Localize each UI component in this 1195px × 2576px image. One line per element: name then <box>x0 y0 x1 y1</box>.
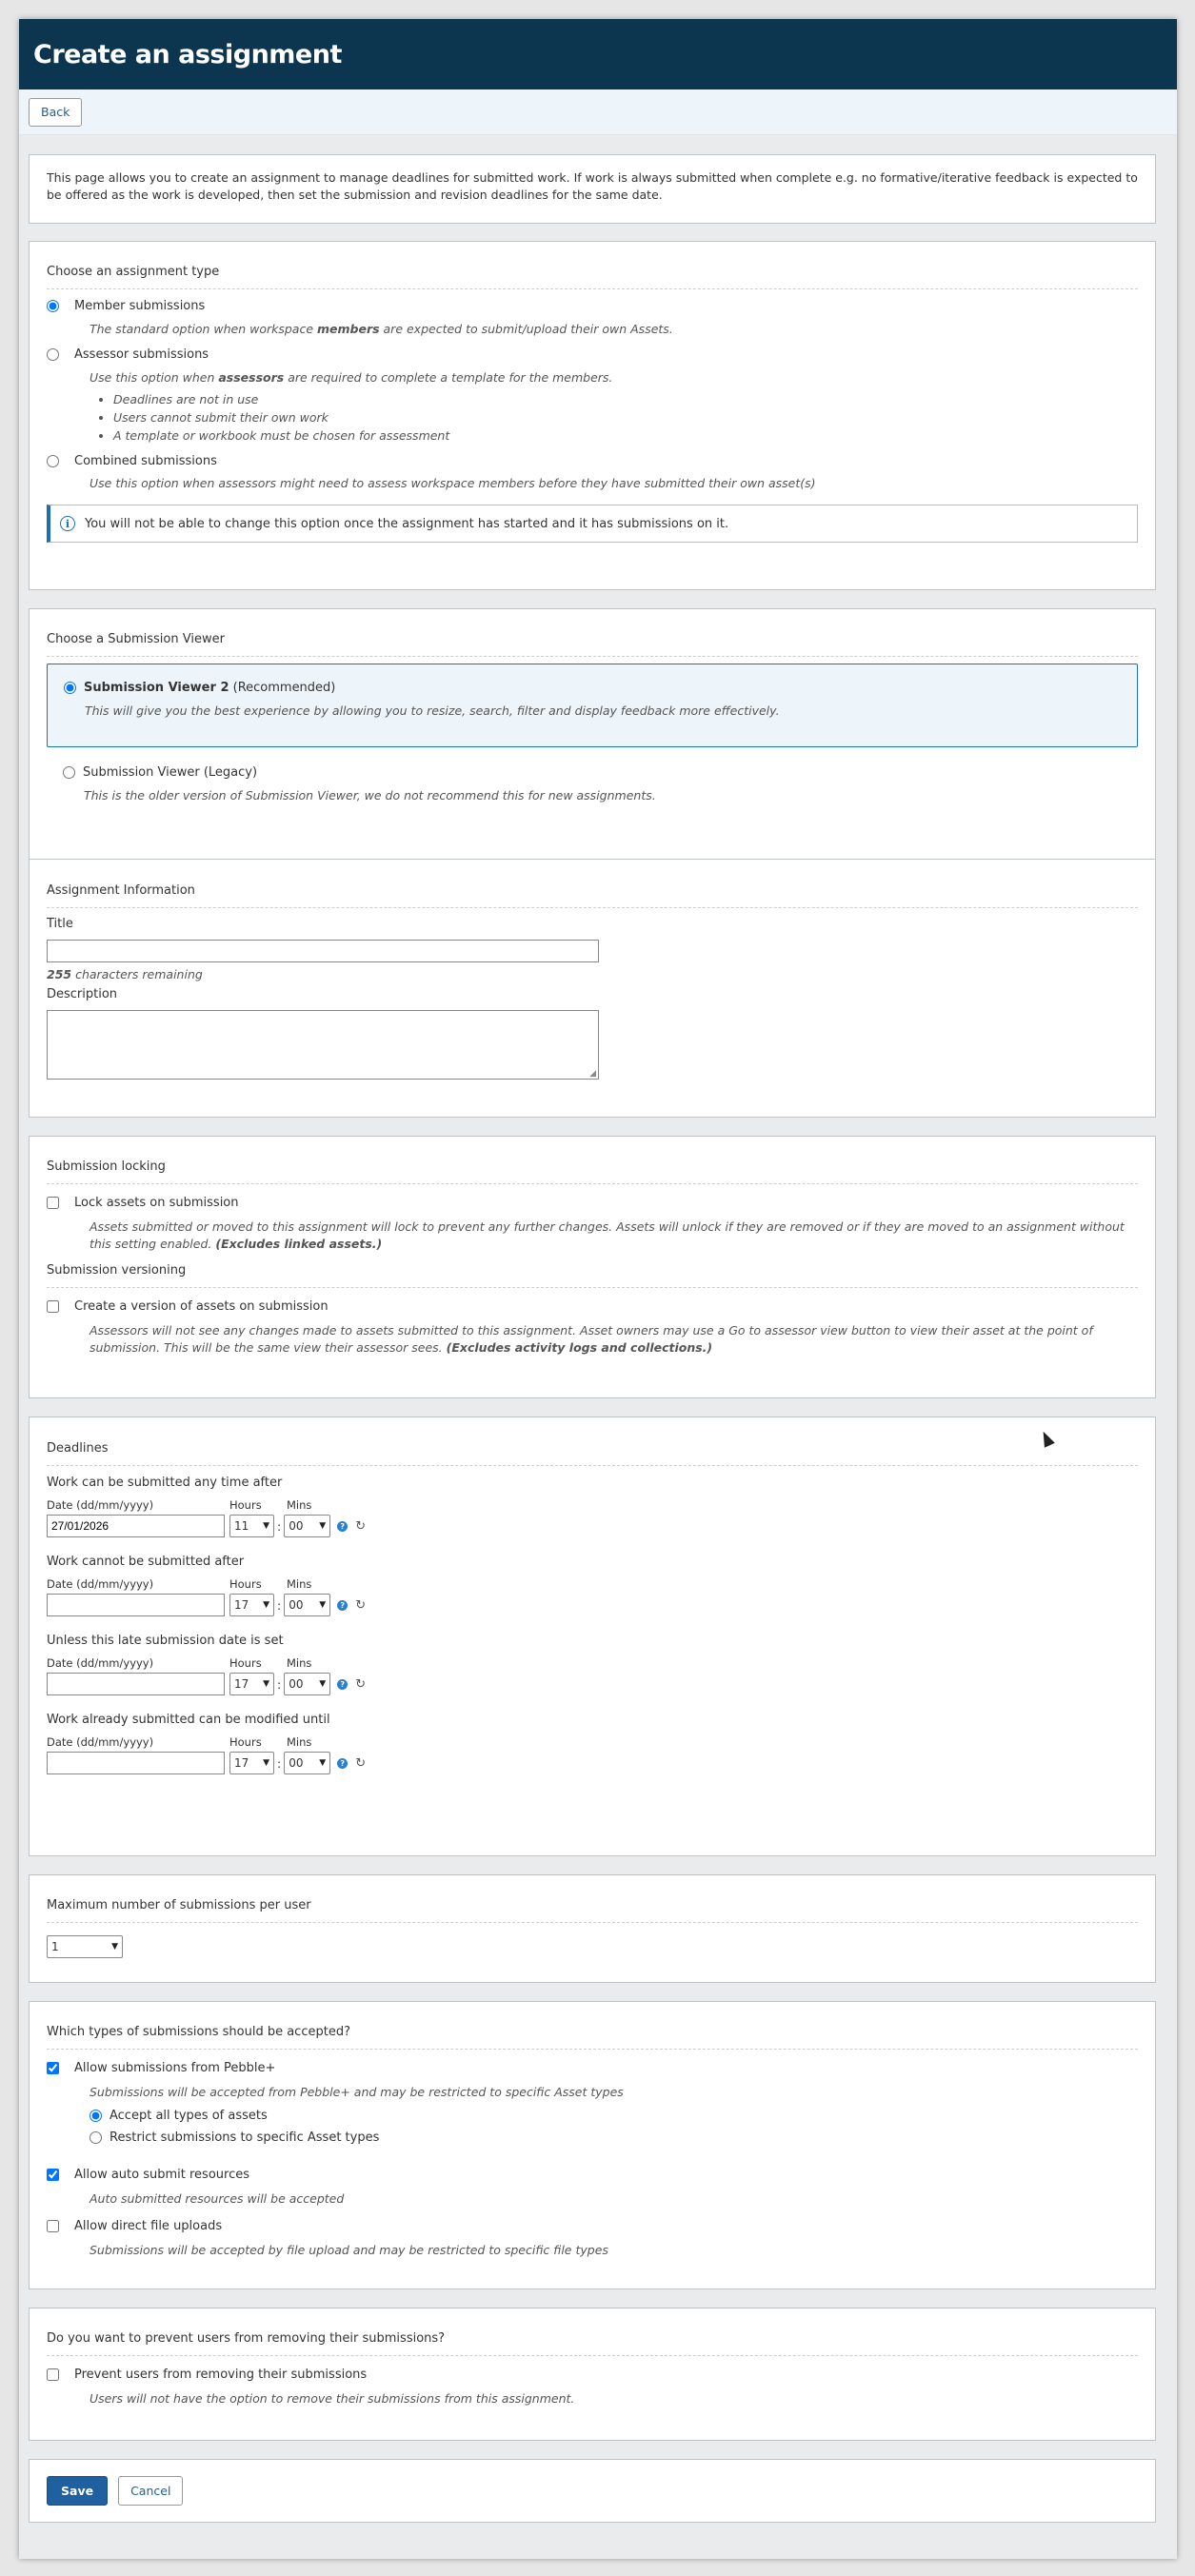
toolbar <box>19 89 1177 135</box>
back-button[interactable]: Back <box>29 98 82 127</box>
deadline-heading: Work cannot be submitted after <box>47 1555 245 1569</box>
mins-select[interactable]: 00 ▼ <box>284 1752 330 1774</box>
version-label: Create a version of assets on submission <box>74 1299 329 1314</box>
title-input[interactable] <box>47 940 599 962</box>
restrict-label: Restrict submissions to specific Asset types <box>110 2130 380 2145</box>
time-separator: : <box>277 1518 282 1534</box>
mins-select[interactable]: 00 ▼ <box>284 1594 330 1616</box>
date-label: Date (dd/mm/yyyy) <box>47 1656 154 1670</box>
hours-select[interactable]: 17 ▼ <box>229 1673 274 1695</box>
viewer-title: Choose a Submission Viewer <box>47 632 225 646</box>
hours-select[interactable]: 17 ▼ <box>229 1752 274 1774</box>
deadlines-title: Deadlines <box>47 1441 109 1456</box>
divider <box>47 656 1138 657</box>
mins-select[interactable]: 00 ▼ <box>284 1515 330 1537</box>
date-label: Date (dd/mm/yyyy) <box>47 1735 154 1749</box>
intro-text: This page allows you to create an assignment to manage deadlines for submitted work. If work is always submitted when complete e.g. no formative/iterative feedback is expected to be offered as the work is developed, then set the submission and revision deadlines for the same date. <box>47 170 1138 202</box>
save-button[interactable]: Save <box>47 2476 108 2506</box>
version-checkbox[interactable] <box>47 1300 59 1313</box>
version-desc: Assessors will not see any changes made to assets submitted to this assignment. Asset owners may use a Go to assessor view button to view their asset at the point of submission. This will be the same view their assessor sees. (Excludes activity logs and collections.) <box>90 1323 1093 1355</box>
prevent-removal-checkbox[interactable] <box>47 2368 59 2381</box>
reset-icon[interactable]: ↻ <box>355 1676 367 1692</box>
combined-option[interactable] <box>47 454 1138 468</box>
combined-label: Combined submissions <box>74 454 217 468</box>
combined-radio[interactable] <box>47 455 59 467</box>
direct-upload-checkbox[interactable] <box>47 2220 59 2232</box>
deadline-heading: Unless this late submission date is set <box>47 1634 284 1648</box>
chevron-down-icon: ▼ <box>319 1758 327 1768</box>
date-label: Date (dd/mm/yyyy) <box>47 1577 154 1591</box>
prevent-removal-label: Prevent users from removing their submissions <box>74 2368 368 2382</box>
prevent-removal-title: Do you want to prevent users from removing their submissions? <box>47 2331 446 2346</box>
divider <box>47 288 1138 289</box>
lock-label: Lock assets on submission <box>74 1196 239 1210</box>
restrict-option[interactable] <box>90 2130 1138 2145</box>
hours-label: Hours <box>229 1656 262 1670</box>
divider <box>47 907 1138 908</box>
description-label: Description <box>47 987 118 1001</box>
mins-label: Mins <box>287 1656 312 1670</box>
resize-handle-icon[interactable]: ◢ <box>589 1069 596 1079</box>
pebble-checkbox[interactable] <box>47 2062 59 2074</box>
divider <box>47 2355 1138 2356</box>
viewer-2-option[interactable] <box>47 664 1138 747</box>
deadlines-panel <box>29 1417 1156 1856</box>
chevron-down-icon: ▼ <box>319 1679 327 1689</box>
info-panel <box>29 860 1156 1118</box>
divider <box>47 1183 1138 1184</box>
max-submissions-title: Maximum number of submissions per user <box>47 1898 311 1912</box>
submission-types-title: Which types of submissions should be accepted? <box>47 2025 350 2039</box>
member-desc: The standard option when workspace members are expected to submit/upload their own Assets. <box>90 322 673 336</box>
divider <box>47 1287 1138 1288</box>
pebble-option[interactable] <box>47 2061 1138 2075</box>
assessor-desc: Use this option when assessors are required to complete a template for the members. <box>90 370 613 385</box>
deadline-row <box>47 1634 1138 1695</box>
direct-upload-desc: Submissions will be accepted by file upload and may be restricted to specific file types <box>90 2243 608 2257</box>
direct-upload-option[interactable] <box>47 2219 1138 2233</box>
date-input[interactable] <box>47 1515 225 1537</box>
reset-icon[interactable]: ↻ <box>355 1597 367 1613</box>
divider <box>47 1465 1138 1466</box>
auto-submit-checkbox[interactable] <box>47 2169 59 2181</box>
restrict-radio[interactable] <box>90 2131 102 2144</box>
app-window <box>19 19 1177 2559</box>
pebble-label: Allow submissions from Pebble+ <box>74 2061 276 2075</box>
deadline-row <box>47 1713 1138 1774</box>
member-radio[interactable] <box>47 300 59 312</box>
version-option[interactable] <box>47 1299 1138 1314</box>
intro-panel <box>29 154 1156 224</box>
actions-panel <box>29 2459 1156 2523</box>
max-submissions-panel <box>29 1874 1156 1983</box>
reset-icon[interactable]: ↻ <box>355 1518 367 1534</box>
chevron-down-icon: ▼ <box>319 1521 327 1531</box>
hours-label: Hours <box>229 1498 262 1512</box>
info-icon: i <box>60 516 75 531</box>
versioning-title: Submission versioning <box>47 1263 187 1278</box>
deadline-heading: Work can be submitted any time after <box>47 1476 283 1490</box>
date-input[interactable] <box>47 1673 225 1695</box>
assessor-label: Assessor submissions <box>74 347 209 362</box>
deadline-row <box>47 1555 1138 1616</box>
member-label: Member submissions <box>74 299 206 313</box>
hours-label: Hours <box>229 1735 262 1749</box>
mins-label: Mins <box>287 1577 312 1591</box>
page-title: Create an assignment <box>33 39 342 69</box>
list-item: • A template or workbook must be chosen for assessment <box>113 426 1138 445</box>
hours-select[interactable]: 17 ▼ <box>229 1594 274 1616</box>
list-item: • Users cannot submit their own work <box>113 408 1138 426</box>
time-separator: : <box>277 1597 282 1613</box>
time-separator: : <box>277 1755 282 1771</box>
prevent-removal-panel <box>29 2308 1156 2441</box>
hours-label: Hours <box>229 1577 262 1591</box>
max-submissions-select[interactable]: 1 ▼ <box>47 1935 123 1958</box>
date-label: Date (dd/mm/yyyy) <box>47 1498 154 1512</box>
assignment-type-title: Choose an assignment type <box>47 265 220 279</box>
deadline-row <box>47 1476 1138 1537</box>
help-icon[interactable]: ? <box>337 1758 348 1769</box>
locking-panel <box>29 1136 1156 1398</box>
accept-all-radio[interactable] <box>90 2110 102 2122</box>
date-input[interactable] <box>47 1752 225 1774</box>
viewer-2-desc: This will give you the best experience by allowing you to resize, search, filter and display feedback more effectively. <box>85 703 780 718</box>
viewer-legacy-radio[interactable] <box>63 766 75 779</box>
mins-select[interactable]: 00 ▼ <box>284 1673 330 1695</box>
locking-title: Submission locking <box>47 1159 166 1174</box>
divider <box>47 2049 1138 2050</box>
date-input[interactable] <box>47 1594 225 1616</box>
accept-all-option[interactable] <box>90 2109 1138 2123</box>
viewer-panel <box>29 608 1156 860</box>
viewer-2-radio[interactable] <box>64 682 76 694</box>
title-label: Title <box>47 917 73 931</box>
auto-submit-label: Allow auto submit resources <box>74 2168 249 2182</box>
chevron-down-icon: ▼ <box>263 1600 269 1610</box>
direct-upload-label: Allow direct file uploads <box>74 2219 223 2233</box>
viewer-2-label: Submission Viewer 2 (Recommended) <box>84 681 336 695</box>
assessor-radio[interactable] <box>47 348 59 361</box>
description-input[interactable] <box>47 1010 599 1080</box>
help-icon[interactable]: ? <box>337 1600 348 1611</box>
member-option[interactable] <box>47 299 1138 313</box>
change-notice <box>47 505 1138 543</box>
viewer-legacy-label: Submission Viewer (Legacy) <box>83 765 258 780</box>
chevron-down-icon: ▼ <box>319 1600 327 1610</box>
lock-option[interactable] <box>47 1196 1138 1210</box>
viewer-legacy-option[interactable] <box>47 747 1138 804</box>
assignment-type-panel <box>29 241 1156 590</box>
help-icon[interactable]: ? <box>337 1679 348 1690</box>
divider <box>47 1922 1138 1923</box>
help-icon[interactable]: ? <box>337 1521 348 1532</box>
mins-label: Mins <box>287 1735 312 1749</box>
deadline-heading: Work already submitted can be modified until <box>47 1713 330 1727</box>
accept-all-label: Accept all types of assets <box>110 2109 268 2123</box>
mins-label: Mins <box>287 1498 312 1512</box>
submission-types-panel <box>29 2001 1156 2289</box>
cancel-button[interactable]: Cancel <box>118 2476 183 2506</box>
viewer-legacy-desc: This is the older version of Submission Viewer, we do not recommend this for new assignments. <box>84 788 656 803</box>
time-separator: : <box>277 1676 282 1692</box>
assessor-bullets <box>47 390 1138 445</box>
hours-select[interactable]: 11 ▼ <box>229 1515 274 1537</box>
prevent-removal-desc: Users will not have the option to remove their submissions from this assignment. <box>90 2391 575 2406</box>
page-header <box>19 19 1177 89</box>
auto-submit-option[interactable] <box>47 2168 1138 2182</box>
reset-icon[interactable]: ↻ <box>355 1755 367 1771</box>
chevron-down-icon: ▼ <box>263 1679 269 1689</box>
list-item: • Deadlines are not in use <box>113 390 1138 408</box>
lock-desc: Assets submitted or moved to this assignment will lock to prevent any further changes. Assets will unlock if they are removed or if they are moved to an assignment without this setting enabled. (Excludes linked assets.) <box>90 1219 1125 1251</box>
chevron-down-icon: ▼ <box>111 1942 118 1952</box>
assessor-option[interactable] <box>47 347 1138 362</box>
chevron-down-icon: ▼ <box>263 1521 269 1531</box>
auto-submit-desc: Auto submitted resources will be accepted <box>90 2191 345 2206</box>
lock-checkbox[interactable] <box>47 1197 59 1209</box>
pebble-desc: Submissions will be accepted from Pebble+ and may be restricted to specific Asset types <box>90 2085 624 2099</box>
info-title: Assignment Information <box>47 883 195 898</box>
prevent-removal-option[interactable] <box>47 2368 1138 2382</box>
combined-desc: Use this option when assessors might need to assess workspace members before they have submitted their own asset(s) <box>90 476 816 490</box>
chevron-down-icon: ▼ <box>263 1758 269 1768</box>
change-notice-text: You will not be able to change this option once the assignment has started and it has submissions on it. <box>85 516 729 531</box>
characters-remaining: 255 characters remaining <box>47 967 203 981</box>
